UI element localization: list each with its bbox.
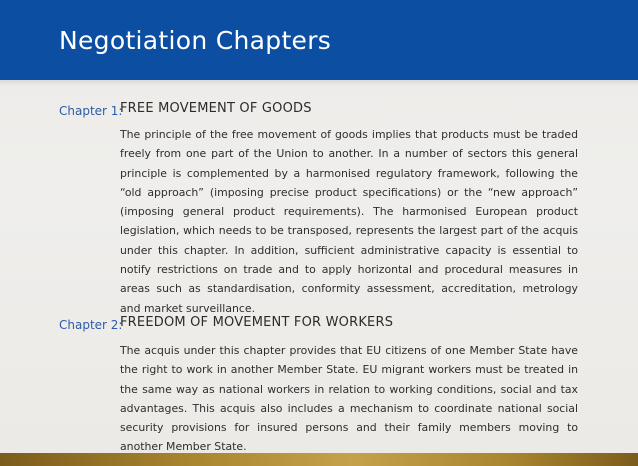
page-title: Negotiation Chapters: [59, 26, 332, 55]
chapter-2-label: Chapter 2:: [59, 318, 123, 332]
chapter-1-body: The principle of the free movement of goods implies that products must be traded freely from one part of the Union to another. In a number of sectors this general principle is complemented by a harmonised regulatory framework, following the “old approach” (imposing precise product specifications) or the “new approach” (imposing general product requirements). The harmonised European product legislation, which needs to be transposed, represents the largest part of the acquis under this chapter. In addition, sufficient administrative capacity is essential to notify restrictions on trade and to apply horizontal and procedural measures in areas such as standardisation, conformity assessment, accreditation, metrology and market surveillance.: [120, 128, 578, 315]
chapter-2-body: The acquis under this chapter provides that EU citizens of one Member State have the right to work in another Member State. EU migrant workers must be treated in the same way as national workers in relation to working conditions, social and tax advantages. This acquis also includes a mechanism to coordinate national social security provisions for insured persons and their family members moving to another Member State.: [120, 344, 578, 454]
chapter-1-label: Chapter 1:: [59, 104, 123, 118]
header-bar: [0, 0, 638, 80]
footer-gold-bar: [0, 453, 638, 466]
chapter-1-title: FREE MOVEMENT OF GOODS: [120, 101, 312, 116]
chapter-2-title: FREEDOM OF MOVEMENT FOR WORKERS: [120, 315, 394, 330]
header-shadow: [0, 80, 638, 86]
